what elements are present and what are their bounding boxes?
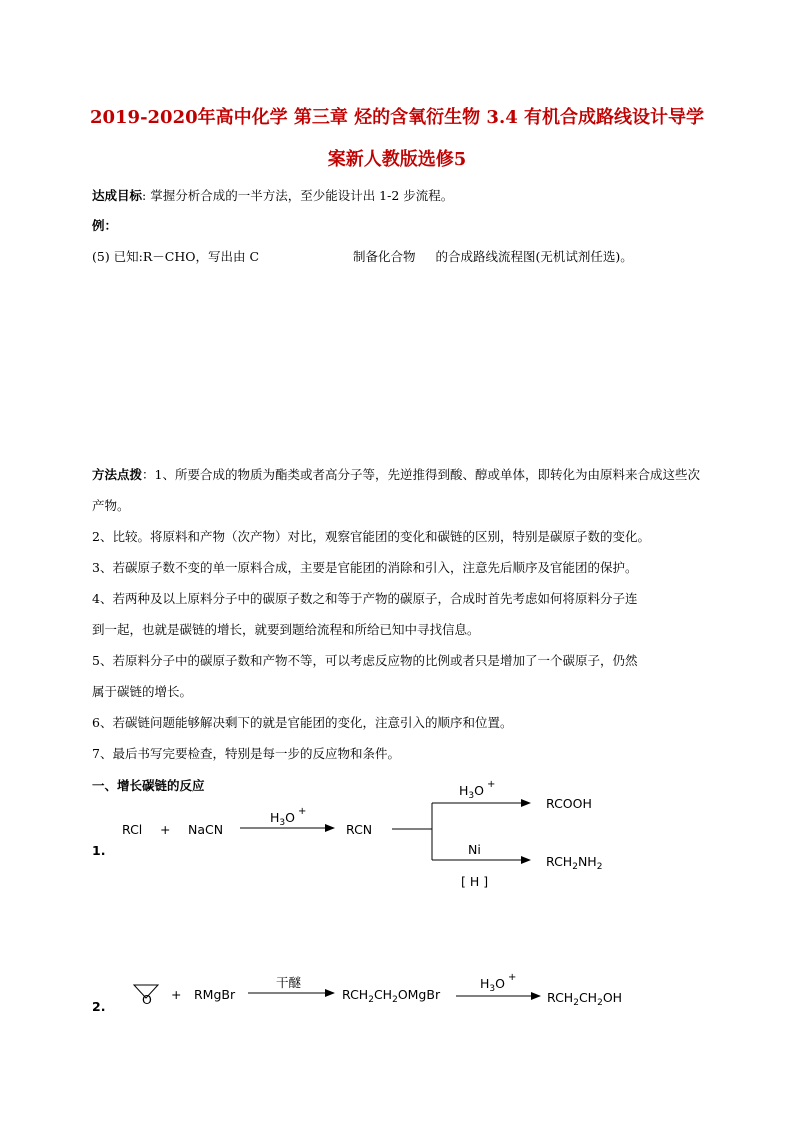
reaction-2-condition-ether: 干醚 [276,975,302,990]
reaction-1-upper-condition: $H_3O$ + [459,779,496,801]
method-paragraph-5b: 属于碳链的增长。 [92,684,193,699]
question-part-2: 制备化合物 [353,249,416,264]
method-paragraph-6: 6、若碳链问题能够解决剩下的就是官能团的变化，注意引入的顺序和位置。 [92,715,513,730]
document-title-line-2: 案新人教版选修5 [327,149,467,170]
example-label-text: 例： [92,218,118,233]
reaction-1-product-rcooh: RCOOH [546,796,592,811]
method-paragraph-5a: 5、若原料分子中的碳原子数和产物不等，可以考虑反应物的比例或者只是增加了一个碳原子，仍然 [92,653,638,668]
method-paragraph-7: 7、最后书写完要检查，特别是每一步的反应物和条件。 [92,746,400,761]
reaction-2-product-alcohol: $RCH_2CH_2OH$ [547,990,623,1008]
reaction-2-reactant-rmgbr: RMgBr [194,987,236,1002]
method-label: 方法点拨 [92,467,143,482]
document-title-line-1: 2019-2020年高中化学 第三章 烃的含氧衍生物 3.4 有机合成路线设计导学 [89,107,705,128]
reaction-1-lower-condition-ni: Ni [468,842,481,857]
reaction-2-condition-h3o: $H_3O$ + [480,972,517,994]
reaction-2-plus: + [171,987,182,1002]
question-part-1: (5) 已知:R－CHO，写出由 C [92,249,260,264]
reaction-1-number: 1. [92,843,106,858]
method-paragraph-4a: 4、若两种及以上原料分子中的碳原子数之和等于产物的碳原子，合成时首先考虑如何将原料分子连 [92,591,638,606]
reaction-1-plus: + [160,822,171,837]
goal-label: 达成目标 [92,188,143,203]
reaction-1-reactant-rcl: RCl [122,822,143,837]
method-text-1: ：1、所要合成的物质为酯类或者高分子等，先逆推得到酸、醇或单体，即转化为由原料来合成这些次产物。 [92,467,700,513]
goal-text: : 掌握分析合成的一半方法，至少能设计出 1-2 步流程。 [142,188,454,203]
method-paragraph-2: 2、比较。将原料和产物（次产物）对比，观察官能团的变化和碳链的区别，特别是碳原子数的变化。 [92,529,650,544]
reaction-1-product-amine: $RCH_2NH_2$ [546,854,603,872]
method-paragraph-4b: 到一起，也就是碳链的增长，就要到题给流程和所给已知中寻找信息。 [92,622,480,637]
reaction-1-condition-h3o: $H_3O$ + [270,806,307,828]
reaction-1-lower-condition-h: [ H ] [461,874,489,889]
section-heading-chain-growth: 一、增长碳链的反应 [92,778,205,793]
reaction-1-reactant-nacn: NaCN [188,822,224,837]
reaction-2-number: 2. [92,999,106,1014]
reaction-2-epoxide-oxygen: O [142,992,152,1007]
reaction-2-intermediate: $RCH_2CH_2OMgBr$ [342,987,441,1005]
question-part-3: 的合成路线流程图(无机试剂任选)。 [435,249,633,264]
method-paragraph-3: 3、若碳原子数不变的单一原料合成，主要是官能团的消除和引入，注意先后顺序及官能团的保护。 [92,560,638,575]
reaction-1-product-rcn: RCN [346,822,373,837]
